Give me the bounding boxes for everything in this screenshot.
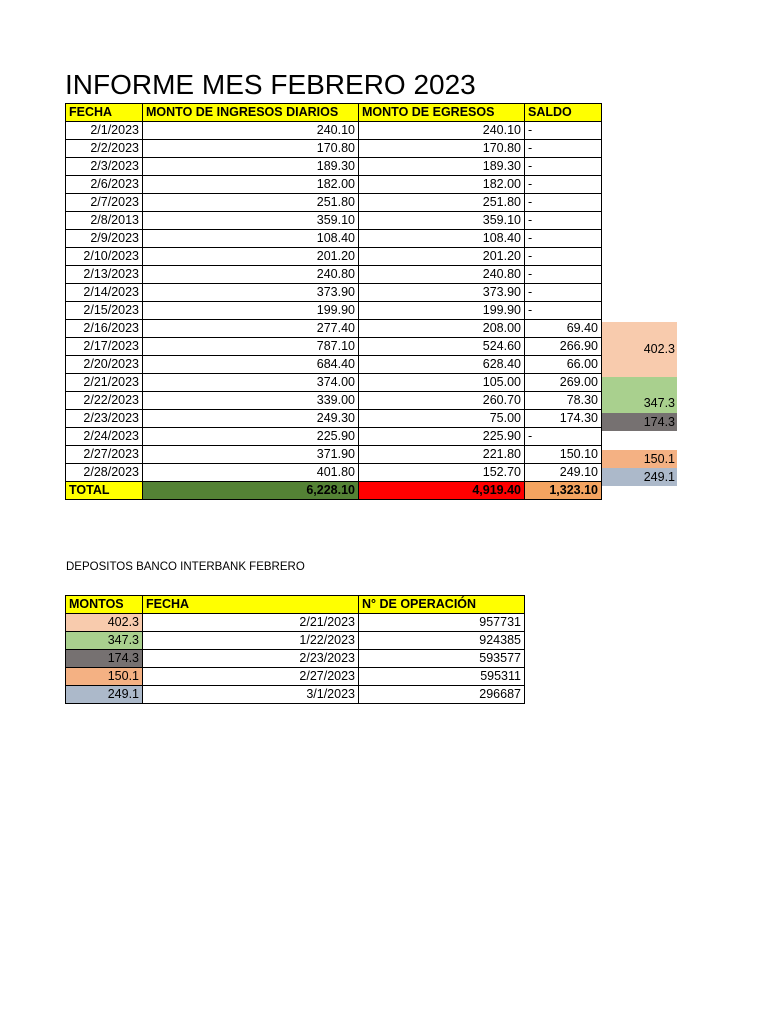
fecha-cell: 2/13/2023 — [66, 266, 143, 284]
ingresos-cell: 225.90 — [143, 428, 359, 446]
header-fecha: FECHA — [66, 104, 143, 122]
deposits-table — [65, 595, 525, 704]
saldo-cell: 249.10 — [525, 464, 602, 482]
saldo-cell: - — [525, 140, 602, 158]
table-row — [66, 614, 525, 632]
egresos-cell: 628.40 — [359, 356, 525, 374]
fecha-cell: 3/1/2023 — [143, 686, 359, 704]
table-row — [66, 464, 602, 482]
table-row — [66, 686, 525, 704]
fecha-cell: 2/27/2023 — [66, 446, 143, 464]
ingresos-cell: 108.40 — [143, 230, 359, 248]
table-row — [66, 122, 602, 140]
saldo-cell: 174.30 — [525, 410, 602, 428]
table-row — [66, 302, 602, 320]
table-row — [66, 158, 602, 176]
egresos-cell: 108.40 — [359, 230, 525, 248]
egresos-cell: 240.80 — [359, 266, 525, 284]
egresos-cell: 199.90 — [359, 302, 525, 320]
saldo-cell: - — [525, 176, 602, 194]
ingresos-cell: 359.10 — [143, 212, 359, 230]
saldo-cell: - — [525, 158, 602, 176]
table-row — [66, 194, 602, 212]
table-row — [66, 410, 602, 428]
fecha-cell: 2/1/2023 — [66, 122, 143, 140]
fecha-cell: 2/2/2023 — [66, 140, 143, 158]
table-header-row — [66, 104, 602, 122]
total-saldo: 1,323.10 — [525, 482, 602, 500]
monto-cell: 174.3 — [66, 650, 143, 668]
header-montos: MONTOS — [66, 596, 143, 614]
total-row — [66, 482, 602, 500]
table-row — [66, 230, 602, 248]
egresos-cell: 524.60 — [359, 338, 525, 356]
table-row — [66, 650, 525, 668]
monto-cell: 402.3 — [66, 614, 143, 632]
ingresos-cell: 277.40 — [143, 320, 359, 338]
table-row — [66, 320, 602, 338]
ingresos-cell: 401.80 — [143, 464, 359, 482]
side-value-cell: 347.3 — [602, 377, 677, 413]
ingresos-cell: 249.30 — [143, 410, 359, 428]
ingresos-cell: 251.80 — [143, 194, 359, 212]
egresos-cell: 75.00 — [359, 410, 525, 428]
saldo-cell: - — [525, 284, 602, 302]
fecha-cell: 2/20/2023 — [66, 356, 143, 374]
table-row — [66, 284, 602, 302]
monto-cell: 249.1 — [66, 686, 143, 704]
saldo-cell: - — [525, 428, 602, 446]
operacion-cell: 957731 — [359, 614, 525, 632]
egresos-cell: 105.00 — [359, 374, 525, 392]
table-row — [66, 428, 602, 446]
table-row — [66, 374, 602, 392]
fecha-cell: 2/22/2023 — [66, 392, 143, 410]
header-saldo: SALDO — [525, 104, 602, 122]
table-row — [66, 356, 602, 374]
fecha-cell: 2/27/2023 — [143, 668, 359, 686]
egresos-cell: 152.70 — [359, 464, 525, 482]
egresos-cell: 189.30 — [359, 158, 525, 176]
operacion-cell: 296687 — [359, 686, 525, 704]
fecha-cell: 2/17/2023 — [66, 338, 143, 356]
table-row — [66, 266, 602, 284]
saldo-cell: 266.90 — [525, 338, 602, 356]
ingresos-cell: 182.00 — [143, 176, 359, 194]
header-fecha: FECHA — [143, 596, 359, 614]
table-row — [66, 668, 525, 686]
side-value-cell: 174.3 — [602, 413, 677, 431]
ingresos-cell: 787.10 — [143, 338, 359, 356]
saldo-cell: - — [525, 122, 602, 140]
fecha-cell: 2/24/2023 — [66, 428, 143, 446]
ingresos-cell: 374.00 — [143, 374, 359, 392]
ingresos-cell: 373.90 — [143, 284, 359, 302]
saldo-cell: 150.10 — [525, 446, 602, 464]
fecha-cell: 2/21/2023 — [143, 614, 359, 632]
total-egresos: 4,919.40 — [359, 482, 525, 500]
saldo-cell: - — [525, 266, 602, 284]
report-title: INFORME MES FEBRERO 2023 — [65, 69, 476, 100]
saldo-cell: - — [525, 212, 602, 230]
table-row — [66, 338, 602, 356]
egresos-cell: 208.00 — [359, 320, 525, 338]
side-value-cell: 150.1 — [602, 450, 677, 468]
side-value-cell: 402.3 — [602, 322, 677, 377]
table-row — [66, 632, 525, 650]
header-operacion: N° DE OPERACIÓN — [359, 596, 525, 614]
ingresos-cell: 339.00 — [143, 392, 359, 410]
egresos-cell: 225.90 — [359, 428, 525, 446]
ingresos-cell: 199.90 — [143, 302, 359, 320]
monto-cell: 347.3 — [66, 632, 143, 650]
fecha-cell: 2/3/2023 — [66, 158, 143, 176]
side-value-cell: 249.1 — [602, 468, 677, 486]
egresos-cell: 182.00 — [359, 176, 525, 194]
egresos-cell: 221.80 — [359, 446, 525, 464]
header-egresos: MONTO DE EGRESOS — [359, 104, 525, 122]
fecha-cell: 2/9/2023 — [66, 230, 143, 248]
saldo-cell: - — [525, 194, 602, 212]
ingresos-cell: 170.80 — [143, 140, 359, 158]
fecha-cell: 2/7/2023 — [66, 194, 143, 212]
fecha-cell: 1/22/2023 — [143, 632, 359, 650]
egresos-cell: 251.80 — [359, 194, 525, 212]
fecha-cell: 2/23/2023 — [66, 410, 143, 428]
table-row — [66, 176, 602, 194]
income-expense-table — [65, 103, 602, 500]
fecha-cell: 2/28/2023 — [66, 464, 143, 482]
fecha-cell: 2/23/2023 — [143, 650, 359, 668]
egresos-cell: 201.20 — [359, 248, 525, 266]
deposits-title: DEPOSITOS BANCO INTERBANK FEBRERO — [66, 561, 305, 573]
egresos-cell: 373.90 — [359, 284, 525, 302]
fecha-cell: 2/8/2013 — [66, 212, 143, 230]
fecha-cell: 2/15/2023 — [66, 302, 143, 320]
egresos-cell: 260.70 — [359, 392, 525, 410]
monto-cell: 150.1 — [66, 668, 143, 686]
egresos-cell: 359.10 — [359, 212, 525, 230]
saldo-cell: - — [525, 248, 602, 266]
table-row — [66, 140, 602, 158]
fecha-cell: 2/16/2023 — [66, 320, 143, 338]
saldo-cell: 69.40 — [525, 320, 602, 338]
table-row — [66, 248, 602, 266]
saldo-cell: 269.00 — [525, 374, 602, 392]
ingresos-cell: 240.10 — [143, 122, 359, 140]
operacion-cell: 593577 — [359, 650, 525, 668]
saldo-cell: - — [525, 302, 602, 320]
table-row — [66, 212, 602, 230]
ingresos-cell: 371.90 — [143, 446, 359, 464]
total-ingresos: 6,228.10 — [143, 482, 359, 500]
egresos-cell: 240.10 — [359, 122, 525, 140]
egresos-cell: 170.80 — [359, 140, 525, 158]
header-ingresos: MONTO DE INGRESOS DIARIOS — [143, 104, 359, 122]
deposits-header-row — [66, 596, 525, 614]
operacion-cell: 595311 — [359, 668, 525, 686]
total-label: TOTAL — [66, 482, 143, 500]
ingresos-cell: 189.30 — [143, 158, 359, 176]
fecha-cell: 2/21/2023 — [66, 374, 143, 392]
table-row — [66, 392, 602, 410]
ingresos-cell: 684.40 — [143, 356, 359, 374]
operacion-cell: 924385 — [359, 632, 525, 650]
saldo-cell: 66.00 — [525, 356, 602, 374]
ingresos-cell: 201.20 — [143, 248, 359, 266]
saldo-cell: - — [525, 230, 602, 248]
fecha-cell: 2/10/2023 — [66, 248, 143, 266]
fecha-cell: 2/14/2023 — [66, 284, 143, 302]
table-row — [66, 446, 602, 464]
fecha-cell: 2/6/2023 — [66, 176, 143, 194]
ingresos-cell: 240.80 — [143, 266, 359, 284]
saldo-cell: 78.30 — [525, 392, 602, 410]
